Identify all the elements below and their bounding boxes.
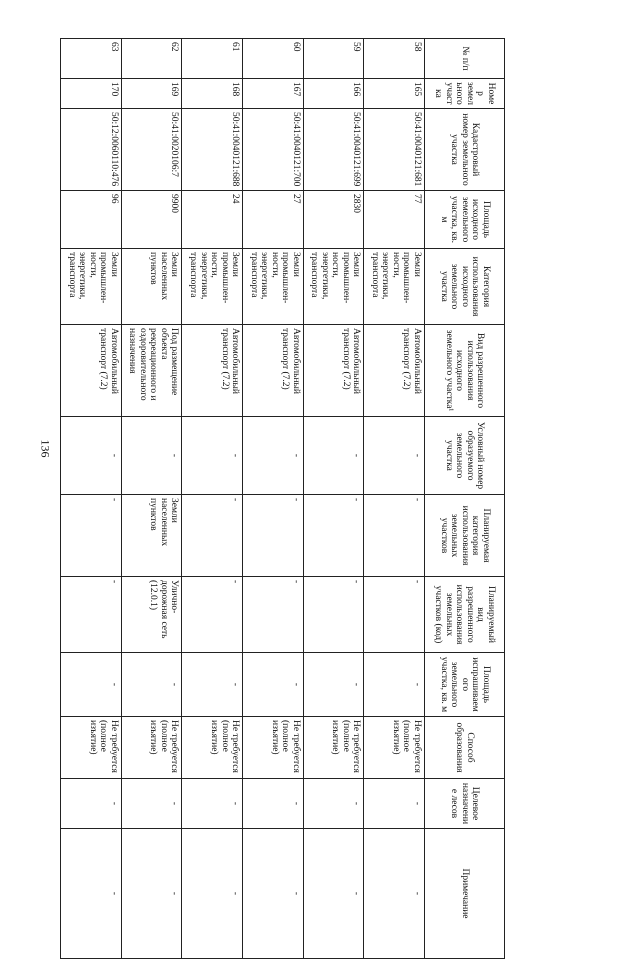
- row-formation-method: Не требуется (полное изъятие): [303, 717, 364, 779]
- header-planned-use: Планируемый вид разрешенного использования земельных участков (код): [425, 577, 505, 653]
- row-conditional-number: -: [182, 417, 243, 495]
- row-note: -: [182, 829, 243, 959]
- table-header-row: [425, 39, 505, 959]
- header-area-requested: Площадь испрашиваемого земельного участка, кв. м: [425, 653, 505, 717]
- row-planned-category: -: [243, 495, 304, 577]
- row-planned-use: Улично-дорожная сеть (12.0.1): [121, 577, 182, 653]
- header-conditional-number: Условный номер образуемого земельного участка: [425, 417, 505, 495]
- row-use-kind: Автомобильный транспорт (7.2): [243, 325, 304, 417]
- row-planned-use: -: [182, 577, 243, 653]
- row-formation-method: Не требуется (полное изъятие): [243, 717, 304, 779]
- row-area-source: 9900: [121, 191, 182, 249]
- row-plot-number: 168: [182, 79, 243, 109]
- row-area-source: 27: [243, 191, 304, 249]
- row-num: 63: [61, 39, 122, 79]
- row-planned-use: -: [303, 577, 364, 653]
- row-plot-number: 169: [121, 79, 182, 109]
- row-category: Земли промышлен-ности, энергетики, транспорта: [243, 249, 304, 325]
- row-cadastral: 50:41:0020106:7: [121, 109, 182, 191]
- row-area-requested: -: [182, 653, 243, 717]
- row-plot-number: 165: [364, 79, 425, 109]
- row-category: Земли промышлен-ности, энергетики, транспорта: [182, 249, 243, 325]
- row-formation-method: Не требуется (полное изъятие): [364, 717, 425, 779]
- row-forest-purpose: -: [303, 779, 364, 829]
- header-planned-category: Планируемая категория использования земельных участков: [425, 495, 505, 577]
- row-cadastral: 50:41:0040121:681: [364, 109, 425, 191]
- table-row: [303, 39, 364, 959]
- row-planned-category: Земли населенных пунктов: [121, 495, 182, 577]
- row-area-requested: -: [121, 653, 182, 717]
- row-area-source: 24: [182, 191, 243, 249]
- row-plot-number: 167: [243, 79, 304, 109]
- row-area-source: 77: [364, 191, 425, 249]
- row-num: 60: [243, 39, 304, 79]
- row-category: Земли промышлен-ности, энергетики, транспорта: [303, 249, 364, 325]
- row-num: 59: [303, 39, 364, 79]
- header-category: Категория использования исходного земельного участка: [425, 249, 505, 325]
- row-area-requested: -: [303, 653, 364, 717]
- row-conditional-number: -: [364, 417, 425, 495]
- row-conditional-number: -: [121, 417, 182, 495]
- row-num: 62: [121, 39, 182, 79]
- header-forest-purpose: Целевое назначение лесов: [425, 779, 505, 829]
- row-forest-purpose: -: [182, 779, 243, 829]
- land-plots-table-container: [60, 38, 505, 919]
- row-forest-purpose: -: [121, 779, 182, 829]
- row-planned-category: -: [182, 495, 243, 577]
- row-forest-purpose: -: [364, 779, 425, 829]
- row-note: -: [303, 829, 364, 959]
- row-planned-use: -: [364, 577, 425, 653]
- row-planned-category: -: [303, 495, 364, 577]
- row-num: 58: [364, 39, 425, 79]
- row-area-requested: -: [364, 653, 425, 717]
- row-formation-method: Не требуется (полное изъятие): [182, 717, 243, 779]
- row-forest-purpose: -: [61, 779, 122, 829]
- row-formation-method: Не требуется (полное изъятие): [121, 717, 182, 779]
- row-planned-use: -: [61, 577, 122, 653]
- table-row: [182, 39, 243, 959]
- row-note: -: [61, 829, 122, 959]
- page-number: 136: [38, 439, 53, 458]
- header-plot-number: Номер земельного участка: [425, 79, 505, 109]
- table-row: [364, 39, 425, 959]
- row-category: Земли промышлен-ности, энергетики, транспорта: [61, 249, 122, 325]
- row-formation-method: Не требуется (полное изъятие): [61, 717, 122, 779]
- row-area-source: 96: [61, 191, 122, 249]
- row-cadastral: 50:41:0040121:700: [243, 109, 304, 191]
- table-row: [61, 39, 122, 959]
- header-cadastral: Кадастровый номер земельного участка: [425, 109, 505, 191]
- row-use-kind: Под размещение объекта рекреационного и оздоровительного назначения: [121, 325, 182, 417]
- header-area-source: Площадь исходного земельного участка, кв. м: [425, 191, 505, 249]
- row-num: 61: [182, 39, 243, 79]
- land-plots-table: [60, 38, 505, 959]
- row-area-source: 2830: [303, 191, 364, 249]
- row-use-kind: Автомобильный транспорт (7.2): [182, 325, 243, 417]
- row-planned-use: -: [243, 577, 304, 653]
- row-cadastral: 50:41:0040121:699: [303, 109, 364, 191]
- row-note: -: [364, 829, 425, 959]
- row-cadastral: 50:12:0060110:476: [61, 109, 122, 191]
- row-area-requested: -: [61, 653, 122, 717]
- row-conditional-number: -: [303, 417, 364, 495]
- row-planned-category: -: [364, 495, 425, 577]
- row-plot-number: 170: [61, 79, 122, 109]
- header-note: Примечание: [425, 829, 505, 959]
- row-category: Земли промышлен-ности, энергетики, транспорта: [364, 249, 425, 325]
- header-formation-method: Способ образования: [425, 717, 505, 779]
- row-use-kind: Автомобильный транспорт (7.2): [61, 325, 122, 417]
- row-forest-purpose: -: [243, 779, 304, 829]
- row-use-kind: Автомобильный транспорт (7.2): [364, 325, 425, 417]
- row-plot-number: 166: [303, 79, 364, 109]
- row-planned-category: -: [61, 495, 122, 577]
- row-category: Земли населенных пунктов: [121, 249, 182, 325]
- row-note: -: [243, 829, 304, 959]
- row-cadastral: 50:41:0040121:688: [182, 109, 243, 191]
- header-num: № п/п: [425, 39, 505, 79]
- row-use-kind: Автомобильный транспорт (7.2): [303, 325, 364, 417]
- row-note: -: [121, 829, 182, 959]
- row-conditional-number: -: [61, 417, 122, 495]
- table-row: [243, 39, 304, 959]
- row-conditional-number: -: [243, 417, 304, 495]
- row-area-requested: -: [243, 653, 304, 717]
- header-use-kind: Вид разрешенного использования исходного земельного участка¹: [425, 325, 505, 417]
- table-row: [121, 39, 182, 959]
